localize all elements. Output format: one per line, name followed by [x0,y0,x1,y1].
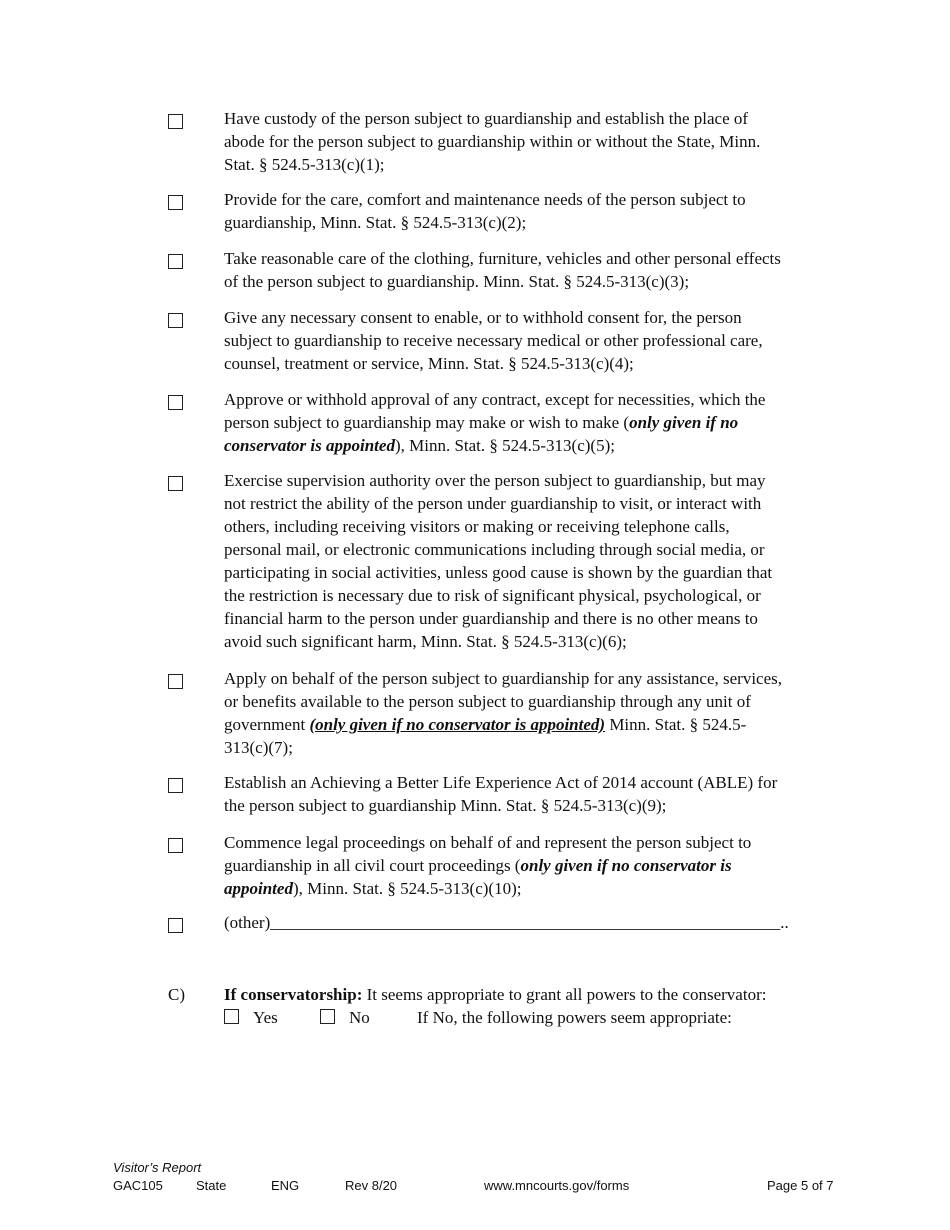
power-checkbox[interactable] [168,476,183,491]
yes-checkbox[interactable] [224,1009,239,1024]
power-checkbox[interactable] [168,674,183,689]
section-question: It seems appropriate to grant all powers to the conservator: [362,985,767,1004]
no-label: No [349,1008,370,1027]
section-heading: If conservatorship: [224,985,363,1004]
power-text: Approve or withhold approval of any contract, except for necessities, which the person subject to guardianship may make or wish to make (only given if no conservator is appointed), Minn. Stat. § 524.5-313(c)(5); [224,390,766,455]
power-checkbox[interactable] [168,254,183,269]
power-checkbox[interactable] [168,395,183,410]
power-text-other: (other)____________________________________________________________.. [224,913,789,932]
power-checkbox[interactable] [168,918,183,933]
power-checkbox[interactable] [168,778,183,793]
footer-state: State [196,1178,227,1193]
no-checkbox[interactable] [320,1009,335,1024]
yes-label: Yes [253,1008,278,1027]
footer-language: ENG [271,1178,300,1193]
footer-row [113,1178,843,1196]
power-text: Take reasonable care of the clothing, furniture, vehicles and other personal effects of the person subject to guardianship. Minn. Stat. § 524.5-313(c)(3); [224,249,781,291]
footer-page-number: Page 5 of 7 [767,1178,834,1193]
power-text: Commence legal proceedings on behalf of and represent the person subject to guardianship in all civil court proceedings (only given if no conservator is appointed), Minn. Stat. § 524.5-313(c)(10); [224,833,752,898]
if-no-text: If No, the following powers seem appropriate: [417,1008,732,1027]
section-heading-line [224,983,766,1006]
power-checkbox[interactable] [168,313,183,328]
section-options [224,1006,732,1029]
footer-revision: Rev 8/20 [345,1178,398,1193]
power-text: Provide for the care, comfort and maintenance needs of the person subject to guardianship, Minn. Stat. § 524.5-313(c)(2); [224,190,746,232]
power-text: Give any necessary consent to enable, or to withhold consent for, the person subject to guardianship to receive necessary medical or other professional care, counsel, treatment or service, Minn. Stat. § 524.5-313(c)(4); [224,308,763,373]
section-letter: C) [168,985,185,1004]
power-checkbox[interactable] [168,114,183,129]
power-text: Apply on behalf of the person subject to guardianship for any assistance, services, or benefits available to the person subject to guardianship through any unit of government (only given if no conservator is appointed) Minn. Stat. § 524.5- 313(c)(7); [224,669,783,757]
footer-url[interactable]: www.mncourts.gov/forms [484,1178,630,1193]
footer-form-number: GAC105 [113,1178,163,1193]
power-checkbox[interactable] [168,195,183,210]
power-text: Exercise supervision authority over the person subject to guardianship, but may not restrict the ability of the person under guardianship to visit, or interact with others, including receiving visitors or making or receiving telephone calls, personal mail, or electronic communications including through social media, or participating in social activities, unless good cause is shown by the guardian that the restriction is necessary due to risk of significant physical, psychological, or financial harm to the person under guardianship and there is no other means to avoid such significant harm, Minn. Stat. § 524.5-313(c)(6); [224,471,773,651]
power-text: Establish an Achieving a Better Life Experience Act of 2014 account (ABLE) for the person subject to guardianship Minn. Stat. § 524.5-313(c)(9); [224,773,778,815]
power-checkbox[interactable] [168,838,183,853]
power-text: Have custody of the person subject to guardianship and establish the place of abode for the person subject to guardianship within or without the State, Minn. Stat. § 524.5-313(c)(1); [224,109,761,174]
footer-form-title: Visitor’s Report [113,1160,202,1175]
